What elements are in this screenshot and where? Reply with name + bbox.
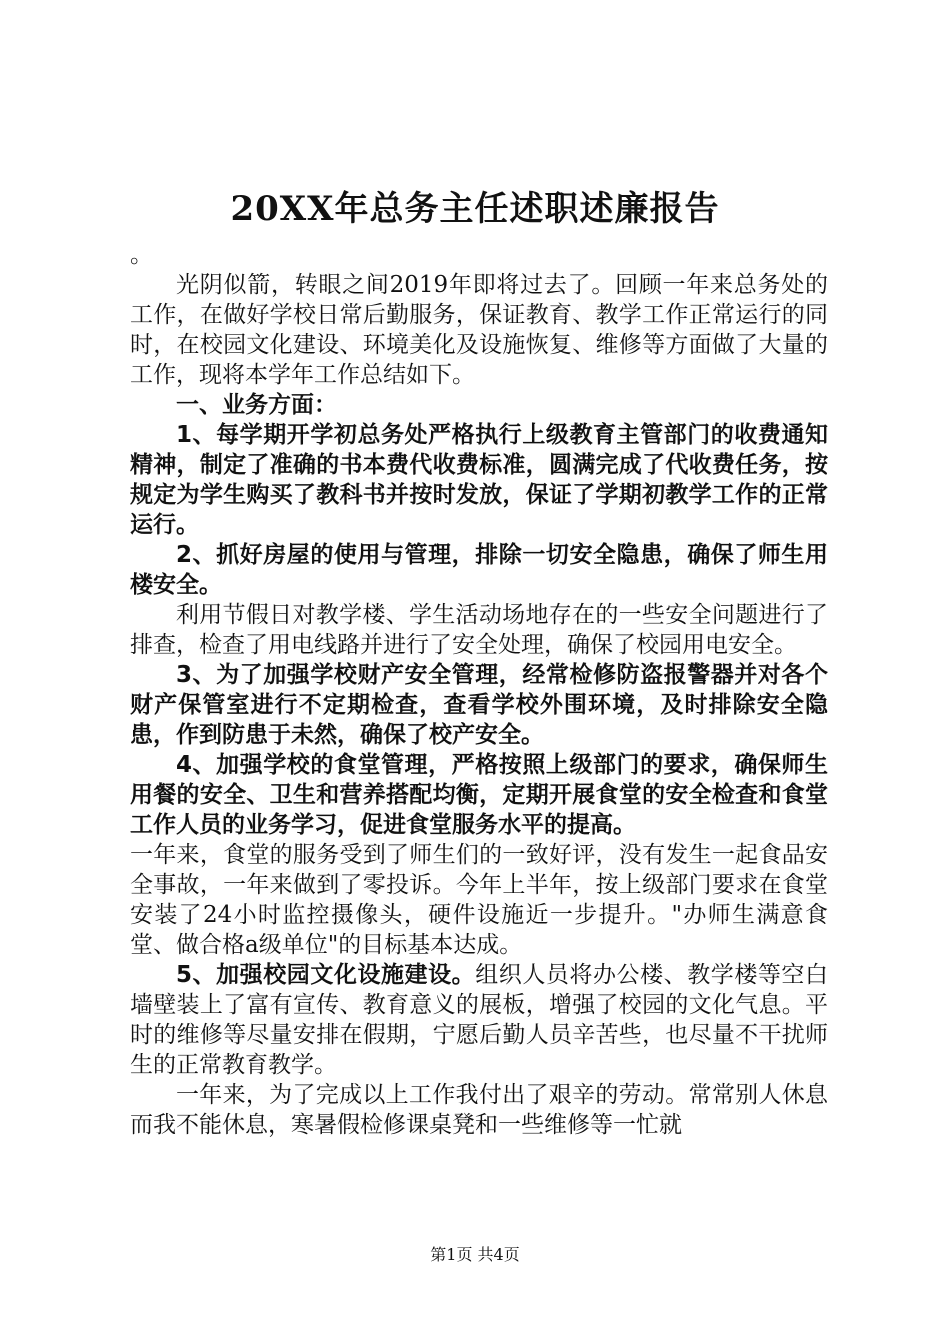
paragraph-item-4-detail: 一年来，食堂的服务受到了师生们的一致好评，没有发生一起食品安全事故，一年来做到了零投诉。今年上半年，按上级部门要求在食堂安装了24小时监控摄像头，硬件设施近一步提升。"办师生满意食堂、做合格a级单位"的目标基本达成。 [130, 842, 828, 958]
paragraph-item-5 [130, 960, 828, 1080]
document-title: 20XX年总务主任述职述廉报告 [230, 189, 720, 229]
page-footer: 第1页 共4页 [430, 1245, 520, 1264]
paragraph-closing: 一年来，为了完成以上工作我付出了艰辛的劳动。常常别人休息而我不能休息，寒暑假检修课桌凳和一些维修等一忙就 [130, 1082, 828, 1138]
section-heading: 一、业务方面： [176, 392, 337, 418]
leading-mark: 。 [130, 242, 153, 268]
paragraph-item-4: 4、加强学校的食堂管理，严格按照上级部门的要求，确保师生用餐的安全、卫生和营养搭配均衡，定期开展食堂的安全检查和食堂工作人员的业务学习，促进食堂服务水平的提高。 [130, 752, 828, 838]
paragraph-item-3: 3、为了加强学校财产安全管理，经常检修防盗报警器并对各个财产保管室进行不定期检查，查看学校外围环境，及时排除安全隐患，作到防患于未然，确保了校产安全。 [130, 662, 828, 748]
paragraph-item-1: 1、每学期开学初总务处严格执行上级教育主管部门的收费通知精神，制定了准确的书本费代收费标准，圆满完成了代收费任务，按规定为学生购买了教科书并按时发放，保证了学期初教学工作的正常运行。 [130, 422, 828, 538]
paragraph-item-5-detail: 组织人员将办公楼、教学楼等空白墙壁装上了富有宣传、教育意义的展板，增强了校园的文化气息。平时的维修等尽量安排在假期，宁愿后勤人员辛苦些，也尽量不干扰师生的正常教育教学。 [130, 962, 828, 1078]
paragraph-item-2-detail: 利用节假日对教学楼、学生活动场地存在的一些安全问题进行了排查，检查了用电线路并进行了安全处理，确保了校园用电安全。 [130, 602, 828, 658]
document-body [130, 240, 828, 1140]
paragraph-item-2: 2、抓好房屋的使用与管理，排除一切安全隐患，确保了师生用楼安全。 [130, 542, 828, 598]
paragraph-intro: 光阴似箭，转眼之间2019年即将过去了。回顾一年来总务处的工作，在做好学校日常后勤服务，保证教育、教学工作正常运行的同时，在校园文化建设、环境美化及设施恢复、维修等方面做了大量的工作，现将本学年工作总结如下。 [130, 272, 828, 388]
paragraph-item-5-heading: 5、加强校园文化设施建设。 [176, 962, 476, 988]
